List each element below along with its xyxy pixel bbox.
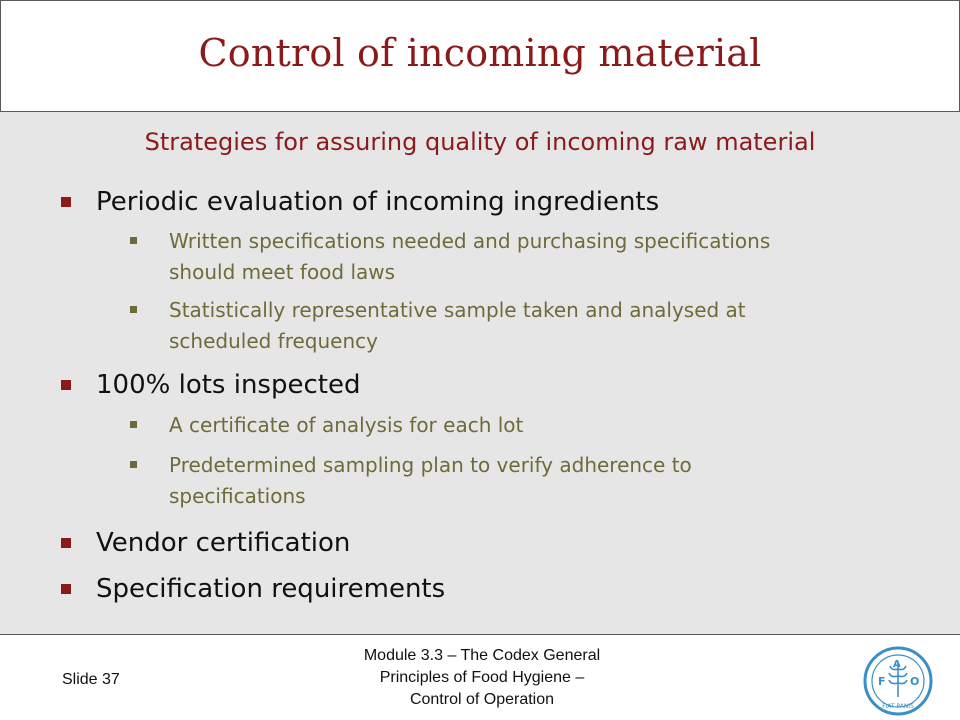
square-bullet-icon xyxy=(61,584,71,594)
bullet-item xyxy=(58,369,918,401)
logo-letter: O xyxy=(910,675,920,688)
slide-subtitle: Strategies for assuring quality of incoming raw material xyxy=(144,128,816,156)
sub-bullet-item xyxy=(58,410,918,441)
module-line: Control of Operation xyxy=(409,691,555,708)
slide-content xyxy=(0,112,960,634)
bullet-list xyxy=(58,186,918,605)
sub-bullet-line: A certificate of analysis for each lot xyxy=(169,413,524,437)
title-bar xyxy=(0,0,960,112)
bullet-text: 100% lots inspected xyxy=(96,370,361,400)
square-bullet-icon xyxy=(130,306,137,313)
bullet-item xyxy=(58,186,918,218)
square-bullet-icon xyxy=(130,237,137,244)
square-bullet-icon xyxy=(61,380,71,390)
logo-motto: FIAT PANIS xyxy=(882,703,914,710)
bullet-item xyxy=(58,527,918,559)
sub-bullet-line: specifications xyxy=(169,484,306,508)
logo-letter: A xyxy=(893,659,901,670)
sub-bullet-item xyxy=(58,450,918,512)
square-bullet-icon xyxy=(130,421,137,428)
slide-footer xyxy=(0,634,960,720)
square-bullet-icon xyxy=(130,461,137,468)
module-line: Module 3.3 – The Codex General xyxy=(363,647,601,664)
sub-bullet-line: should meet food laws xyxy=(169,260,396,284)
sub-bullet-item xyxy=(58,295,918,357)
module-caption xyxy=(332,645,632,711)
bullet-text: Vendor certification xyxy=(96,528,351,558)
sub-bullet-item xyxy=(58,226,918,288)
sub-bullet-line: Statistically representative sample taken and analysed at xyxy=(169,298,746,322)
bullet-text: Specification requirements xyxy=(96,574,446,604)
slide-number: Slide 37 xyxy=(62,671,120,688)
fao-logo-icon xyxy=(862,645,934,717)
sub-bullet-line: Predetermined sampling plan to verify adherence to xyxy=(169,453,692,477)
sub-bullet-line: scheduled frequency xyxy=(169,329,378,353)
bullet-item xyxy=(58,573,918,605)
module-line: Principles of Food Hygiene – xyxy=(379,669,585,686)
square-bullet-icon xyxy=(61,197,71,207)
square-bullet-icon xyxy=(61,538,71,548)
logo-letter: F xyxy=(878,675,886,688)
bullet-text: Periodic evaluation of incoming ingredients xyxy=(96,187,660,217)
sub-bullet-line: Written specifications needed and purchasing specifications xyxy=(169,229,771,253)
slide-title: Control of incoming material xyxy=(198,31,762,75)
